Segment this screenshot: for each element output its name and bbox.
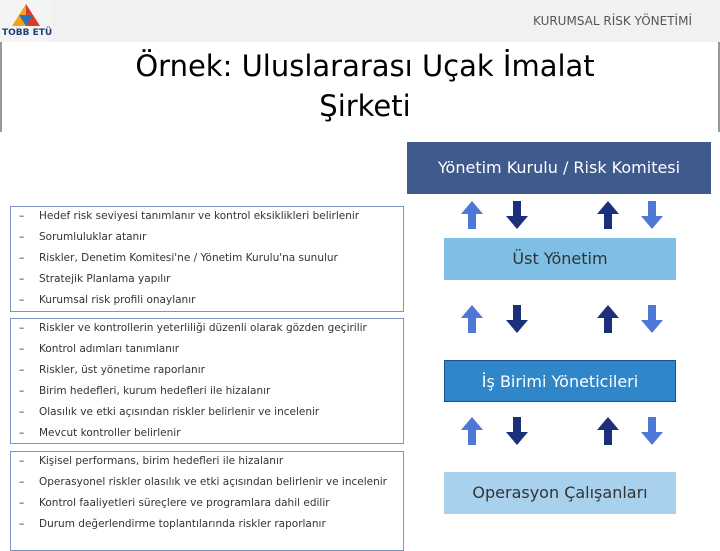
business-unit-managers-box xyxy=(444,360,676,402)
list-item xyxy=(11,452,403,473)
arrow-down-icon xyxy=(640,200,664,230)
list-item-text: Durum değerlendirme toplantılarında riskler raporlanır xyxy=(39,518,326,530)
arrow-down-icon xyxy=(505,304,529,334)
dash-bullet: – xyxy=(19,455,25,467)
dash-bullet: – xyxy=(19,322,25,334)
list-item-text: Operasyonel riskler olasılık ve etki açısından belirlenir ve incelenir xyxy=(39,476,387,488)
list-item xyxy=(11,403,403,424)
list-item xyxy=(11,473,403,494)
senior-management-label: Üst Yönetim xyxy=(512,249,608,268)
dash-bullet: – xyxy=(19,497,25,509)
list-item-text: Riskler, üst yönetime raporlanır xyxy=(39,364,205,376)
senior-management-box xyxy=(444,238,676,280)
list-item xyxy=(11,270,403,291)
arrow-up-icon xyxy=(460,416,484,446)
dash-bullet: – xyxy=(19,406,25,418)
board-risk-committee-box xyxy=(407,142,711,194)
dash-bullet: – xyxy=(19,231,25,243)
header-right-title: KURUMSAL RİSK YÖNETİMİ xyxy=(533,14,692,28)
list-item xyxy=(11,515,403,536)
responsibility-list-board xyxy=(10,206,404,312)
list-item-text: Kişisel performans, birim hedefleri ile hizalanır xyxy=(39,455,284,467)
operations-staff-box xyxy=(444,472,676,514)
arrow-up-icon xyxy=(460,200,484,230)
dash-bullet: – xyxy=(19,385,25,397)
dash-bullet: – xyxy=(19,476,25,488)
arrow-up-icon xyxy=(596,416,620,446)
dash-bullet: – xyxy=(19,294,25,306)
list-item-text: Stratejik Planlama yapılır xyxy=(39,273,171,285)
dash-bullet: – xyxy=(19,273,25,285)
header xyxy=(0,0,720,132)
slide-title-line2: Şirketi xyxy=(319,89,411,123)
header-bar xyxy=(52,0,720,42)
dash-bullet: – xyxy=(19,518,25,530)
slide-title-line1: Örnek: Uluslararası Uçak İmalat xyxy=(135,49,595,83)
list-item-text: Kontrol faaliyetleri süreçlere ve programlara dahil edilir xyxy=(39,497,330,509)
list-item-text: Mevcut kontroller belirlenir xyxy=(39,427,181,439)
list-item xyxy=(11,207,403,228)
list-item xyxy=(11,361,403,382)
slide-title xyxy=(0,46,720,126)
list-item xyxy=(11,228,403,249)
dash-bullet: – xyxy=(19,343,25,355)
tobb-etu-logo xyxy=(0,0,52,42)
list-item-text: Sorumluluklar atanır xyxy=(39,231,147,243)
board-risk-committee-label: Yönetim Kurulu / Risk Komitesi xyxy=(437,158,681,177)
dash-bullet: – xyxy=(19,252,25,264)
list-item xyxy=(11,340,403,361)
list-item-text: Birim hedefleri, kurum hedefleri ile hizalanır xyxy=(39,385,271,397)
list-item xyxy=(11,424,403,445)
list-item xyxy=(11,382,403,403)
arrow-up-icon xyxy=(460,304,484,334)
list-item xyxy=(11,494,403,515)
dash-bullet: – xyxy=(19,427,25,439)
responsibility-list-senior xyxy=(10,318,404,444)
arrow-up-icon xyxy=(596,200,620,230)
operations-staff-label: Operasyon Çalışanları xyxy=(472,483,648,502)
list-item-text: Kontrol adımları tanımlanır xyxy=(39,343,180,355)
arrow-down-icon xyxy=(505,200,529,230)
arrow-down-icon xyxy=(640,304,664,334)
list-item xyxy=(11,249,403,270)
list-item-text: Kurumsal risk profili onaylanır xyxy=(39,294,196,306)
list-item xyxy=(11,291,403,312)
list-item-text: Riskler, Denetim Komitesi'ne / Yönetim Kurulu'na sunulur xyxy=(39,252,338,264)
business-unit-managers-label: İş Birimi Yöneticileri xyxy=(481,372,639,391)
list-item xyxy=(11,319,403,340)
arrow-down-icon xyxy=(505,416,529,446)
list-item-text: Olasılık ve etki açısından riskler belirlenir ve incelenir xyxy=(39,406,320,418)
logo-triangle-icon xyxy=(8,3,44,27)
arrow-up-icon xyxy=(596,304,620,334)
logo-text: TOBB ETÜ xyxy=(2,28,53,38)
list-item-text: Riskler ve kontrollerin yeterliliği düzenli olarak gözden geçirilir xyxy=(39,322,367,334)
list-item-text: Hedef risk seviyesi tanımlanır ve kontrol eksiklikleri belirlenir xyxy=(39,210,360,222)
dash-bullet: – xyxy=(19,210,25,222)
dash-bullet: – xyxy=(19,364,25,376)
responsibility-list-operations xyxy=(10,451,404,551)
arrow-down-icon xyxy=(640,416,664,446)
